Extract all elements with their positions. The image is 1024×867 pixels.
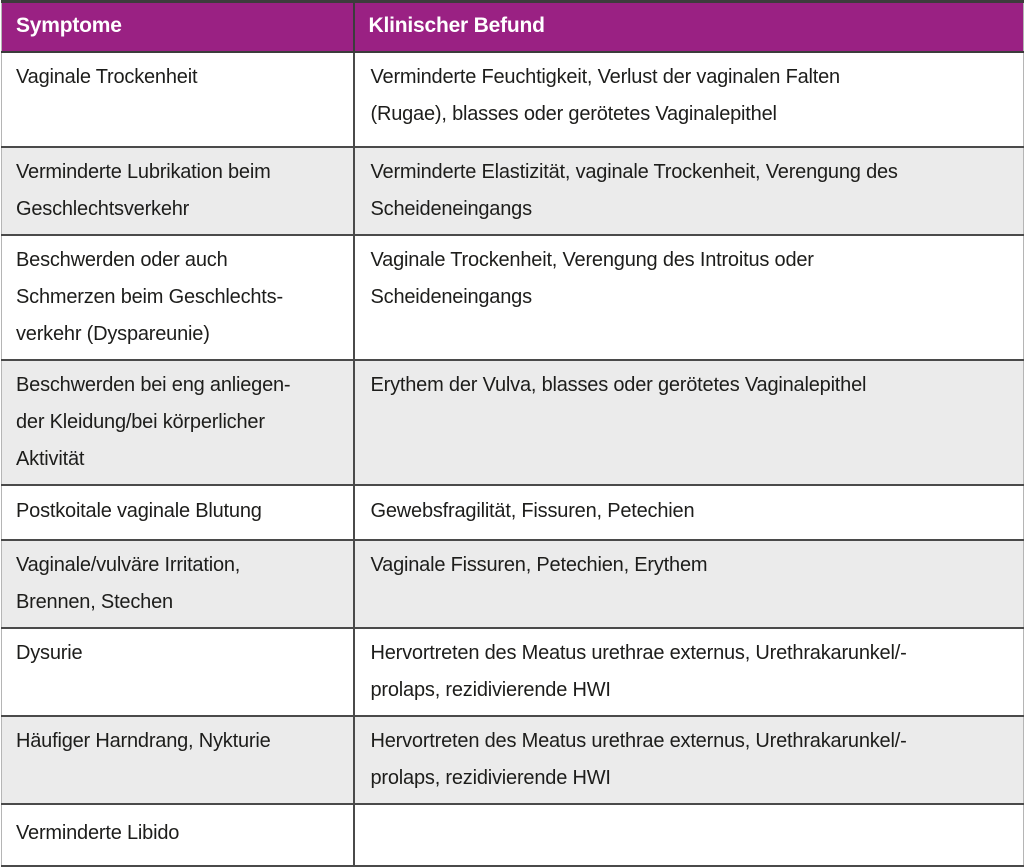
table-header-row <box>2 2 1024 52</box>
befund-cell: Gewebsfragilität, Fissuren, Petechien <box>354 485 1024 540</box>
table-row <box>2 716 1024 804</box>
befund-cell: Vaginale Fissuren, Petechien, Erythem <box>354 540 1024 628</box>
befund-cell: Vaginale Trockenheit, Verengung des Introitus oder Scheideneingangs <box>354 235 1024 360</box>
table-row <box>2 52 1024 147</box>
symptom-cell: Beschwerden oder auch Schmerzen beim Geschlechts- verkehr (Dyspareunie) <box>2 235 354 360</box>
symptom-cell: Verminderte Libido <box>2 804 354 866</box>
symptom-cell: Postkoitale vaginale Blutung <box>2 485 354 540</box>
symptom-cell: Häufiger Harndrang, Nykturie <box>2 716 354 804</box>
column-header-symptome: Symptome <box>2 2 354 52</box>
table-body <box>2 52 1024 866</box>
table-row <box>2 360 1024 485</box>
table-row <box>2 147 1024 235</box>
symptom-cell: Vaginale/vulväre Irritation, Brennen, Stechen <box>2 540 354 628</box>
befund-cell: Verminderte Feuchtigkeit, Verlust der vaginalen Falten (Rugae), blasses oder gerötetes Vaginalepithel <box>354 52 1024 147</box>
table-header <box>2 2 1024 52</box>
table-row <box>2 485 1024 540</box>
table-row <box>2 628 1024 716</box>
befund-cell: Hervortreten des Meatus urethrae externus, Urethrakarunkel/- prolaps, rezidivierende HWI <box>354 716 1024 804</box>
table-row <box>2 235 1024 360</box>
befund-cell <box>354 804 1024 866</box>
befund-cell: Erythem der Vulva, blasses oder gerötetes Vaginalepithel <box>354 360 1024 485</box>
symptom-cell: Beschwerden bei eng anliegen- der Kleidung/bei körperlicher Aktivität <box>2 360 354 485</box>
table-row <box>2 540 1024 628</box>
symptom-cell: Dysurie <box>2 628 354 716</box>
befund-cell: Verminderte Elastizität, vaginale Trockenheit, Verengung des Scheideneingangs <box>354 147 1024 235</box>
befund-cell: Hervortreten des Meatus urethrae externus, Urethrakarunkel/- prolaps, rezidivierende HWI <box>354 628 1024 716</box>
symptoms-findings-table <box>1 0 1024 867</box>
symptom-cell: Vaginale Trockenheit <box>2 52 354 147</box>
column-header-klinischer-befund: Klinischer Befund <box>354 2 1024 52</box>
table-row <box>2 804 1024 866</box>
symptom-cell: Verminderte Lubrikation beim Geschlechtsverkehr <box>2 147 354 235</box>
